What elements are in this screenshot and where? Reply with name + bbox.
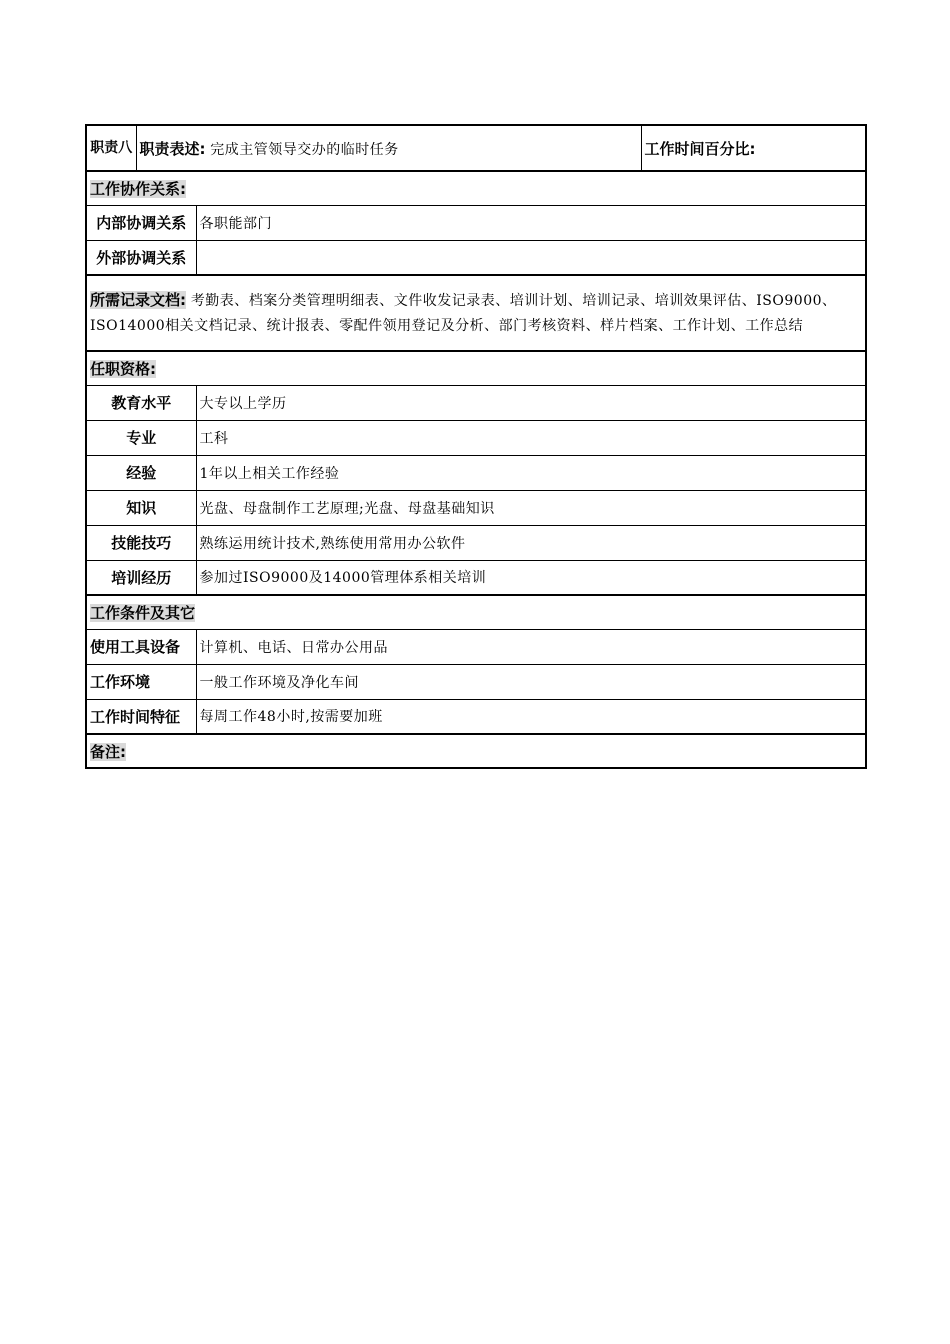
environment-value: 一般工作环境及净化车间	[199, 674, 359, 691]
qualification-value-cell	[196, 560, 866, 595]
notes-cell	[86, 734, 866, 768]
environment-label: 工作环境	[90, 673, 151, 691]
notes-label: 备注:	[90, 742, 126, 761]
training-value: 参加过ISO9000及14000管理体系相关培训	[199, 570, 487, 587]
duty-description-text: 完成主管领导交办的临时任务	[210, 141, 399, 158]
qualification-value-cell	[196, 420, 866, 455]
major-label: 专业	[126, 429, 157, 447]
qualification-label-cell	[86, 525, 196, 560]
conditions-section-header	[86, 595, 866, 629]
education-label: 教育水平	[111, 394, 172, 412]
qualification-value-cell	[196, 385, 866, 420]
conditions-value-cell	[196, 699, 866, 734]
work-hours-value: 每周工作48小时,按需要加班	[199, 709, 383, 726]
skills-value: 熟练运用统计技术,熟练使用常用办公软件	[199, 535, 466, 552]
qualification-value-cell	[196, 490, 866, 525]
conditions-label-cell	[86, 699, 196, 734]
external-coordination-label-cell	[86, 240, 196, 275]
conditions-label-cell	[86, 664, 196, 699]
work-hours-label: 工作时间特征	[90, 707, 181, 726]
time-percent-label: 工作时间百分比:	[644, 139, 756, 158]
qualification-label-cell	[86, 385, 196, 420]
qualification-label-cell	[86, 455, 196, 490]
duty-index-cell	[86, 125, 136, 171]
duty-description-cell	[136, 125, 641, 171]
major-value: 工科	[199, 430, 229, 447]
knowledge-label: 知识	[126, 499, 157, 517]
qualification-label-cell	[86, 420, 196, 455]
records-cell	[86, 275, 866, 351]
tools-value: 计算机、电话、日常办公用品	[199, 639, 388, 656]
qualification-label-cell	[86, 490, 196, 525]
duty-description-label: 职责表述:	[139, 139, 206, 158]
tools-label: 使用工具设备	[90, 638, 181, 656]
qualification-section-header	[86, 351, 866, 385]
experience-label: 经验	[126, 464, 157, 482]
records-label: 所需记录文档:	[90, 291, 186, 309]
cooperation-section-title: 工作协作关系:	[90, 179, 186, 198]
conditions-value-cell	[196, 629, 866, 664]
conditions-label-cell	[86, 629, 196, 664]
internal-coordination-value-cell	[196, 205, 866, 240]
external-coordination-label: 外部协调关系	[96, 248, 187, 267]
conditions-value-cell	[196, 664, 866, 699]
external-coordination-value-cell	[196, 240, 866, 275]
duty-index-label: 职责八	[90, 139, 133, 156]
conditions-section-title: 工作条件及其它	[90, 603, 196, 622]
qualification-label-cell	[86, 560, 196, 595]
knowledge-value: 光盘、母盘制作工艺原理;光盘、母盘基础知识	[199, 500, 495, 517]
experience-value: 1年以上相关工作经验	[199, 465, 340, 482]
qualification-section-title: 任职资格:	[90, 359, 156, 378]
time-percent-cell	[641, 125, 866, 171]
qualification-value-cell	[196, 525, 866, 560]
training-label: 培训经历	[111, 568, 172, 587]
internal-coordination-value: 各职能部门	[199, 215, 272, 232]
cooperation-section-header	[86, 171, 866, 205]
internal-coordination-label-cell	[86, 205, 196, 240]
internal-coordination-label: 内部协调关系	[96, 214, 187, 232]
qualification-value-cell	[196, 455, 866, 490]
education-value: 大专以上学历	[199, 395, 287, 412]
job-description-table	[85, 124, 867, 769]
records-text: 考勤表、档案分类管理明细表、文件收发记录表、培训计划、培训记录、培训效果评估、ISO9000、ISO14000相关文档记录、统计报表、零配件领用登记及分析、部门考核资料、样片档案、工作计划、工作总结	[90, 293, 837, 334]
skills-label: 技能技巧	[111, 534, 172, 552]
